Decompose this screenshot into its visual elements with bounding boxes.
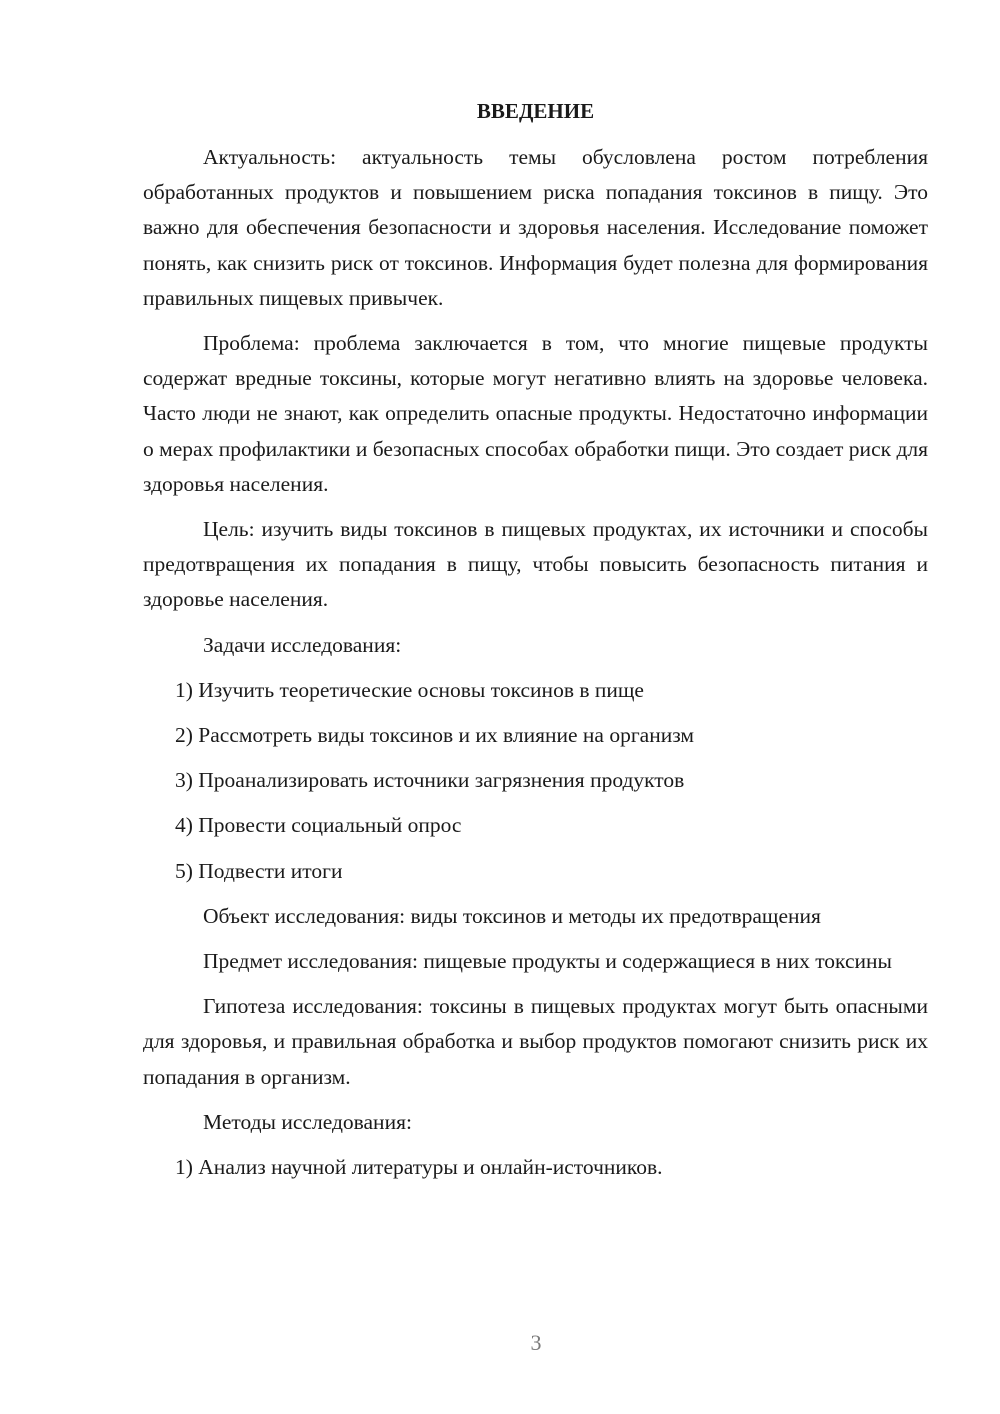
object-paragraph: Объект исследования: виды токсинов и методы их предотвращения: [203, 903, 821, 928]
subject-paragraph: Предмет исследования: пищевые продукты и содержащиеся в них токсины: [203, 949, 892, 974]
task-item-2: 2) Рассмотреть виды токсинов и их влияние на организм: [175, 723, 695, 748]
problem-paragraph: Проблема: проблема заключается в том, что многие пищевые продукты содержат вредные токсины, которые могут негативно влиять на здоровье человека. Часто люди не знают, как определить опасные продукты. Недостаточно информации о мерах профилактики и безопасных способах обработки пищи. Это создает риск для здоровья населения.: [143, 331, 928, 496]
goal-paragraph: Цель: изучить виды токсинов в пищевых продуктах, их источники и способы предотвращения их попадания в пищу, чтобы повысить безопасность питания и здоровье населения.: [143, 517, 928, 612]
task-item-5: 5) Подвести итоги: [175, 858, 343, 883]
task-item-4: 4) Провести социальный опрос: [175, 813, 462, 838]
tasks-heading: Задачи исследования:: [203, 632, 402, 657]
task-item-1: 1) Изучить теоретические основы токсинов в пище: [175, 677, 644, 702]
hypothesis-paragraph: Гипотеза исследования: токсины в пищевых продуктах могут быть опасными для здоровья, и правильная обработка и выбор продуктов помогают снизить риск их попадания в организм.: [143, 994, 928, 1089]
relevance-paragraph: Актуальность: актуальность темы обусловлена ростом потребления обработанных продуктов и повышением риска попадания токсинов в пищу. Это важно для обеспечения безопасности и здоровья населения. Исследование поможет понять, как снизить риск от токсинов. Информация будет полезна для формирования правильных пищевых привычек.: [143, 145, 928, 310]
methods-heading: Методы исследования:: [203, 1109, 412, 1134]
task-item-3: 3) Проанализировать источники загрязнения продуктов: [175, 768, 685, 793]
page-title: ВВЕДЕНИЕ: [476, 99, 595, 123]
page-content: [143, 94, 928, 1195]
method-item-1: 1) Анализ научной литературы и онлайн-источников.: [175, 1155, 663, 1180]
page-number: 3: [530, 1330, 542, 1355]
